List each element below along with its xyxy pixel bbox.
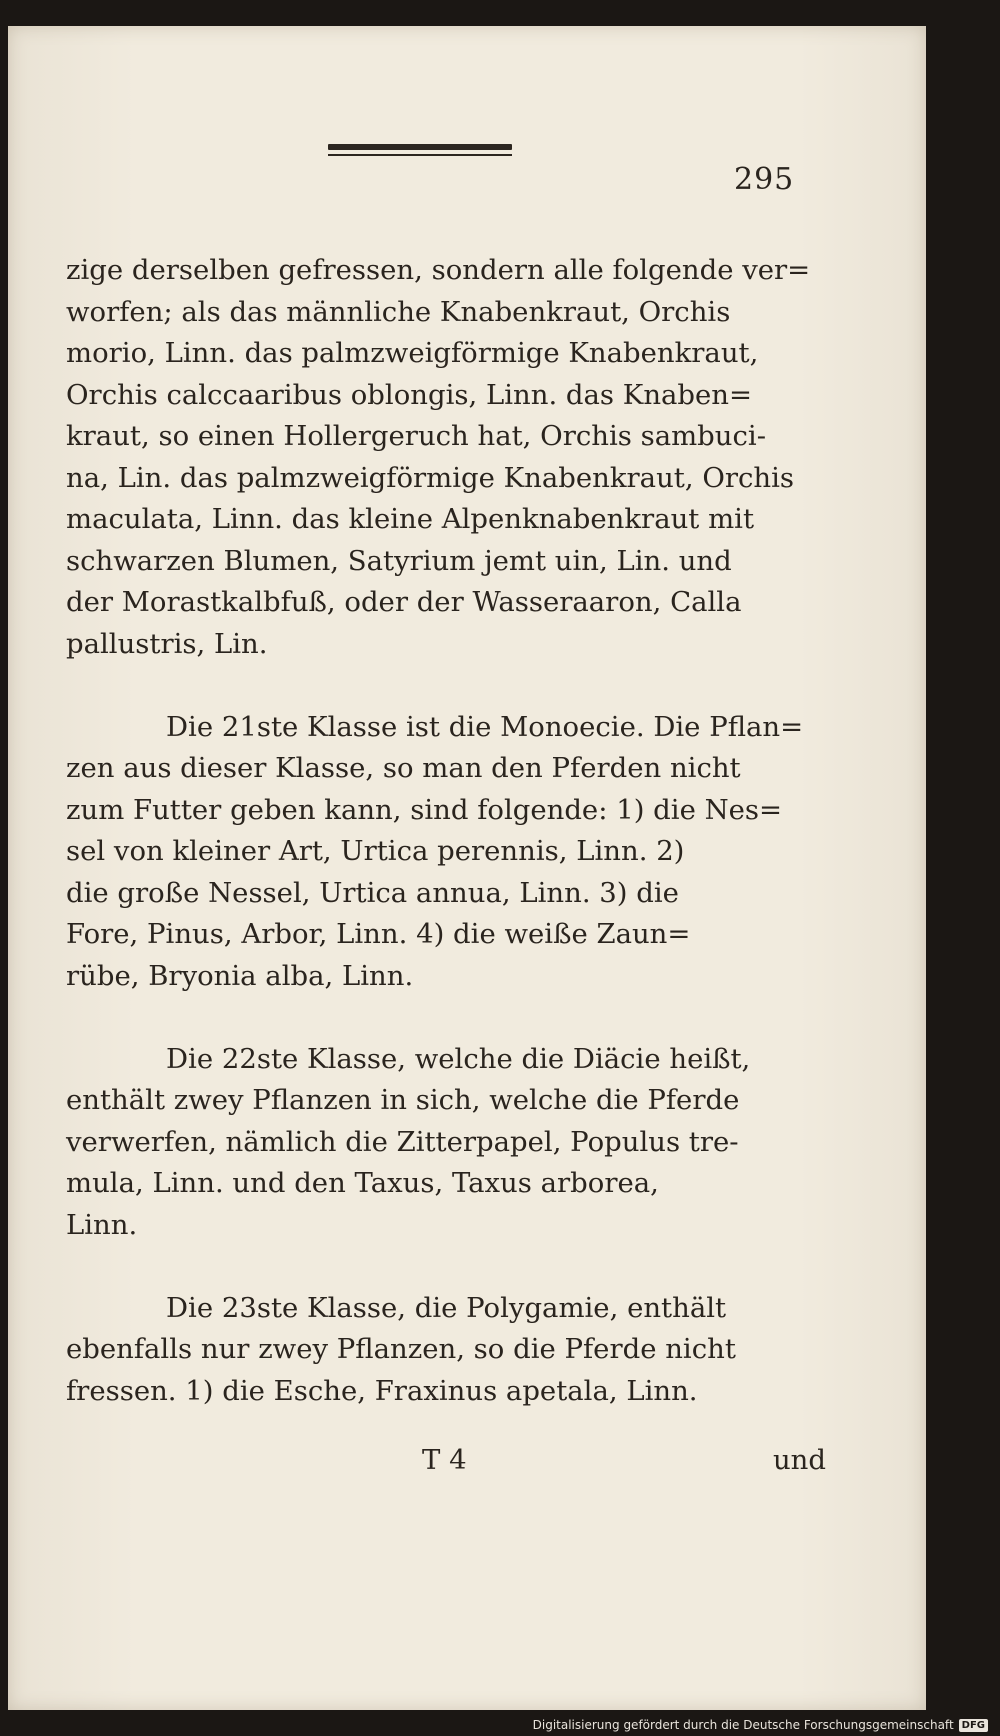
text-line: zige derselben gefressen, sondern alle folgende ver= (66, 254, 811, 286)
text-line: maculata, Linn. das kleine Alpenknabenkraut mit (66, 503, 755, 535)
digitization-footer (533, 1718, 988, 1732)
text-line: sel von kleiner Art, Urtica perennis, Linn. 2) (66, 835, 685, 867)
footer-text: Digitalisierung gefördert durch die Deutsche Forschungsgemeinschaft (532, 1718, 954, 1732)
text-line: kraut, so einen Hollergeruch hat, Orchis sambuci- (66, 420, 766, 452)
body-text (66, 250, 826, 1412)
text-line: enthält zwey Pflanzen in sich, welche die Pferde (66, 1084, 740, 1116)
text-line: morio, Linn. das palmzweigförmige Knabenkraut, (66, 337, 759, 369)
paragraph-gap (66, 665, 826, 707)
text-line: rübe, Bryonia alba, Linn. (66, 959, 414, 992)
text-line: mula, Linn. und den Taxus, Taxus arborea, (66, 1167, 659, 1199)
text-line: Die 22ste Klasse, welche die Diäcie heißt, (166, 1042, 751, 1075)
paragraph (66, 250, 826, 665)
page-paper (8, 26, 926, 1710)
text-line: schwarzen Blumen, Satyrium jemt uin, Lin. und (66, 544, 732, 577)
text-line: Die 21ste Klasse ist die Monoecie. Die Pflan= (166, 710, 804, 743)
text-line: verwerfen, nämlich die Zitterpapel, Populus tre- (66, 1125, 739, 1158)
paragraph (66, 1039, 826, 1247)
text-line: worfen; als das männliche Knabenkraut, Orchis (66, 295, 731, 328)
paragraph (66, 1288, 826, 1413)
paragraph (66, 707, 826, 998)
signature-mark: T 4 (422, 1444, 467, 1476)
dfg-logo-icon: DFG (959, 1719, 988, 1732)
paragraph-gap (66, 997, 826, 1039)
page-number: 295 (734, 162, 795, 197)
text-line: Die 23ste Klasse, die Polygamie, enthält (166, 1291, 727, 1324)
text-line: Orchis calccaaribus oblongis, Linn. das Knaben= (66, 378, 753, 411)
text-line: na, Lin. das palmzweigförmige Knabenkraut, Orchis (66, 461, 795, 494)
text-line: der Morastkalbfuß, oder der Wasseraaron, Calla (66, 586, 742, 618)
text-line: zum Futter geben kann, sind folgende: 1) die Nes= (66, 793, 783, 826)
text-line: Fore, Pinus, Arbor, Linn. 4) die weiße Zaun= (66, 918, 691, 950)
text-line: zen aus dieser Klasse, so man den Pferden nicht (66, 752, 741, 784)
text-line: ebenfalls nur zwey Pflanzen, so die Pferde nicht (66, 1333, 736, 1365)
bottom-line (66, 1444, 826, 1486)
paragraph-gap (66, 1246, 826, 1288)
text-line: pallustris, Lin. (66, 627, 268, 660)
header-ornament-rule (328, 144, 512, 158)
text-line: fressen. 1) die Esche, Fraxinus apetala, Linn. (66, 1374, 698, 1407)
text-line: Linn. (66, 1208, 138, 1241)
header-rule-thin (328, 154, 512, 156)
text-line: die große Nessel, Urtica annua, Linn. 3) die (66, 876, 679, 909)
header-rule-thick (328, 144, 512, 150)
catchword: und (772, 1444, 826, 1476)
